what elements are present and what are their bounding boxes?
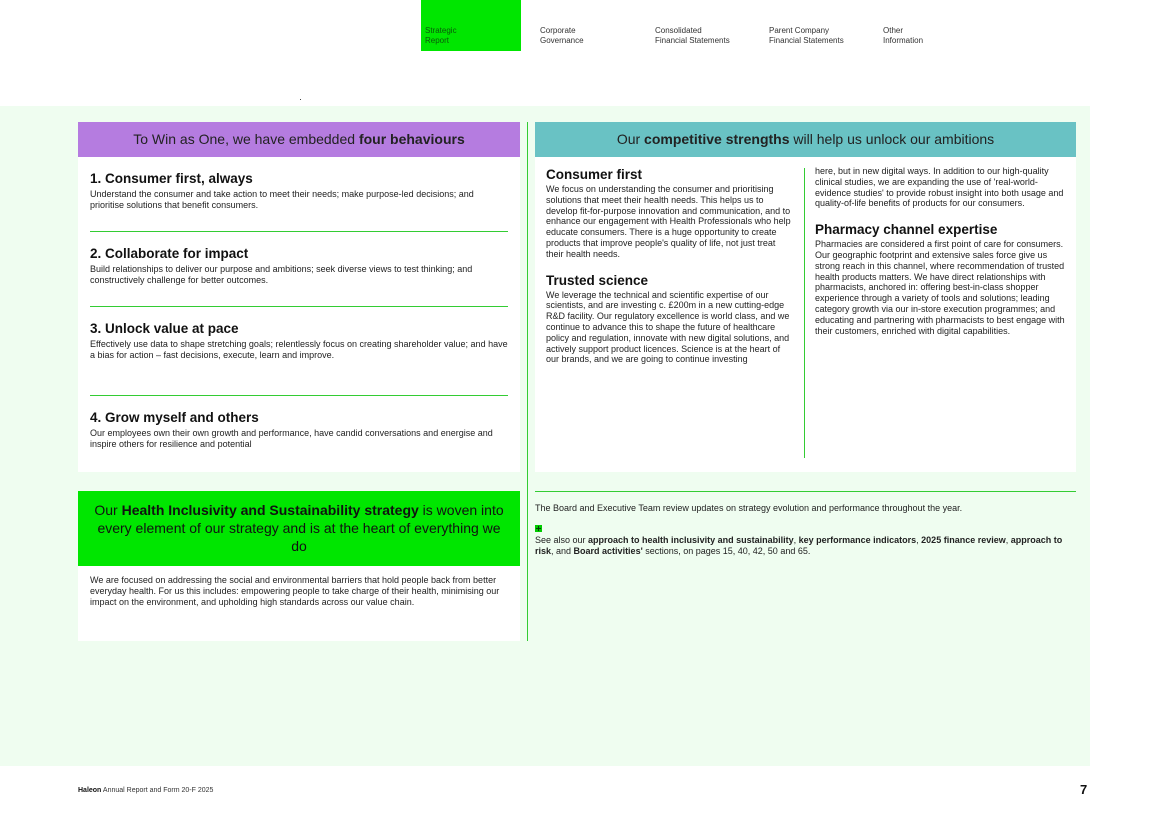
behaviour-title: 4. Grow myself and others bbox=[90, 410, 259, 425]
strength-text: here, but in new digital ways. In addition to our high-quality clinical studies, we are expanding the use of 'real-world-evidence studies' to provide robust insight into both usage and quality-of-life benefits of products for our consumers. bbox=[815, 166, 1064, 209]
inclusivity-card bbox=[78, 491, 520, 641]
behaviour-item bbox=[90, 409, 508, 450]
link-finance-review[interactable]: 2025 finance review bbox=[921, 535, 1006, 545]
header-text: To Win as One, we have embedded bbox=[133, 131, 359, 147]
separator: , and bbox=[551, 546, 574, 556]
vertical-divider bbox=[527, 122, 528, 641]
header-bold-text: competitive strengths bbox=[644, 131, 790, 147]
behaviour-title: 3. Unlock value at pace bbox=[90, 321, 239, 336]
inclusivity-body: We are focused on addressing the social and environmental barriers that hold people back from better everyday health. For us this includes: empowering people to take charge of their health, minimising our impact on the environment, and upholding high standards across our value chain. bbox=[90, 575, 500, 607]
behaviour-title: 1. Consumer first, always bbox=[90, 171, 253, 186]
behaviour-text: Effectively use data to shape stretching goals; relentlessly focus on creating shareholder value; and have a bias for action – fast decisions, execute, learn and improve. bbox=[90, 339, 508, 360]
nav-tab-label: Financial Statements bbox=[769, 36, 844, 45]
behaviour-title: 2. Collaborate for impact bbox=[90, 246, 249, 261]
strengths-column-left bbox=[546, 166, 791, 365]
review-text: The Board and Executive Team review updates on strategy evolution and performance throughout the year. bbox=[535, 503, 963, 513]
review-section bbox=[535, 491, 1076, 557]
strength-text: We leverage the technical and scientific expertise of our scientists, and are investing c. £200m in a new cutting-edge R&D facility. Our regulatory excellence is world class, and we continue to advance this to shape the future of healthcare policy and regulation, innovate with new digital solutions, and actively support product licences. Science is at the heart of our brands, and we are going to continue investing bbox=[546, 289, 790, 365]
nav-tab-consolidated-financial-statements[interactable] bbox=[651, 0, 751, 51]
behaviour-item bbox=[90, 170, 508, 211]
link-kpis[interactable]: key performance indicators bbox=[798, 535, 917, 545]
top-navigation bbox=[0, 0, 1168, 52]
behaviour-text: Understand the consumer and take action to meet their needs; make purpose-led decisions; and prioritise solutions that benefit consumers. bbox=[90, 189, 474, 210]
nav-tab-label: Governance bbox=[540, 36, 584, 45]
nav-tab-label: Financial Statements bbox=[655, 36, 730, 45]
strength-title: Trusted science bbox=[546, 272, 649, 288]
header-bold-text: four behaviours bbox=[358, 131, 465, 147]
divider bbox=[90, 306, 508, 307]
footer-title bbox=[78, 787, 213, 794]
behaviour-text: Build relationships to deliver our purpose and ambitions; seek diverse views to test thinking; and constructively challenge for better outcomes. bbox=[90, 264, 473, 285]
header-text: is woven into every element of our strategy and is at the heart of everything we do bbox=[97, 502, 504, 554]
separator: , bbox=[916, 535, 922, 545]
nav-tab-label: Consolidated bbox=[655, 26, 702, 35]
strength-title: Consumer first bbox=[546, 167, 643, 182]
nav-tab-label: Information bbox=[883, 36, 924, 45]
brand-name: Haleon bbox=[78, 787, 102, 794]
separator: , bbox=[1005, 535, 1011, 545]
strengths-card bbox=[535, 122, 1076, 472]
report-title: Annual Report and Form 20-F 2025 bbox=[101, 787, 214, 794]
nav-tab-label: Corporate bbox=[540, 26, 576, 35]
behaviours-card bbox=[78, 122, 520, 472]
header-bold-text: Health Inclusivity and Sustainability strategy bbox=[121, 502, 419, 518]
decorative-dot bbox=[300, 99, 301, 100]
header-text: Our bbox=[94, 502, 122, 518]
behaviours-header bbox=[78, 122, 520, 157]
nav-tab-other-information[interactable] bbox=[879, 0, 979, 51]
link-approach-to-risk[interactable]: approach to risk bbox=[535, 535, 1063, 556]
link-health-inclusivity[interactable]: approach to health inclusivity and sustainability bbox=[588, 535, 794, 545]
behaviour-item bbox=[90, 320, 508, 361]
strength-text: Pharmacies are considered a first point of care for consumers. Our geographic footprint and extensive sales force give us strong reach in this channel, where recommendation of trusted health products matters. We have direct relationships with pharmacists, anchored in: offering best-in-class shopper experience through a variety of tools and solutions; leading category growth via our in-store execution programmes; and educating and partnering with pharmacists to best engage with their customers, enriched with digital capabilities. bbox=[815, 239, 1065, 336]
page-number: 7 bbox=[1080, 782, 1088, 797]
strength-title: Pharmacy channel expertise bbox=[815, 222, 998, 238]
see-also-text bbox=[535, 535, 1076, 557]
header-text: will help us unlock our ambitions bbox=[789, 131, 995, 147]
separator: , bbox=[793, 535, 799, 545]
header-text: Our bbox=[616, 131, 645, 147]
divider bbox=[90, 395, 508, 396]
see-also-suffix: sections, on pages 15, 40, 42, 50 and 65. bbox=[642, 546, 811, 556]
nav-tab-corporate-governance[interactable] bbox=[536, 0, 636, 51]
plus-icon bbox=[535, 525, 542, 532]
strengths-column-right bbox=[815, 166, 1065, 336]
see-also-prefix: See also our bbox=[535, 535, 589, 545]
behaviour-text: Our employees own their own growth and performance, have candid conversations and energise and inspire others for resilience and potential bbox=[90, 428, 493, 449]
nav-tab-label: Report bbox=[425, 36, 450, 45]
nav-tab-label: Other bbox=[883, 26, 904, 35]
strength-text: We focus on understanding the consumer and prioritising solutions that meet their health needs. This helps us to develop fit-for-purpose innovation and communication, and to enhance our engagement with Health Professionals who help educate consumers. There is a huge opportunity to create products that improve people's quality of life, not just treat their health needs. bbox=[546, 184, 791, 259]
divider bbox=[535, 491, 1076, 492]
strengths-header bbox=[535, 122, 1076, 157]
content-panel bbox=[0, 106, 1090, 766]
divider bbox=[90, 231, 508, 232]
behaviour-item bbox=[90, 245, 508, 286]
nav-tab-parent-company-financial-statements[interactable] bbox=[765, 0, 865, 51]
link-board-activities[interactable]: Board activities' bbox=[573, 546, 643, 556]
column-divider bbox=[804, 168, 805, 458]
nav-tab-strategic-report[interactable] bbox=[421, 0, 521, 51]
nav-tab-label: Strategic bbox=[425, 26, 457, 35]
nav-tab-label: Parent Company bbox=[769, 26, 830, 35]
inclusivity-header bbox=[78, 491, 520, 566]
